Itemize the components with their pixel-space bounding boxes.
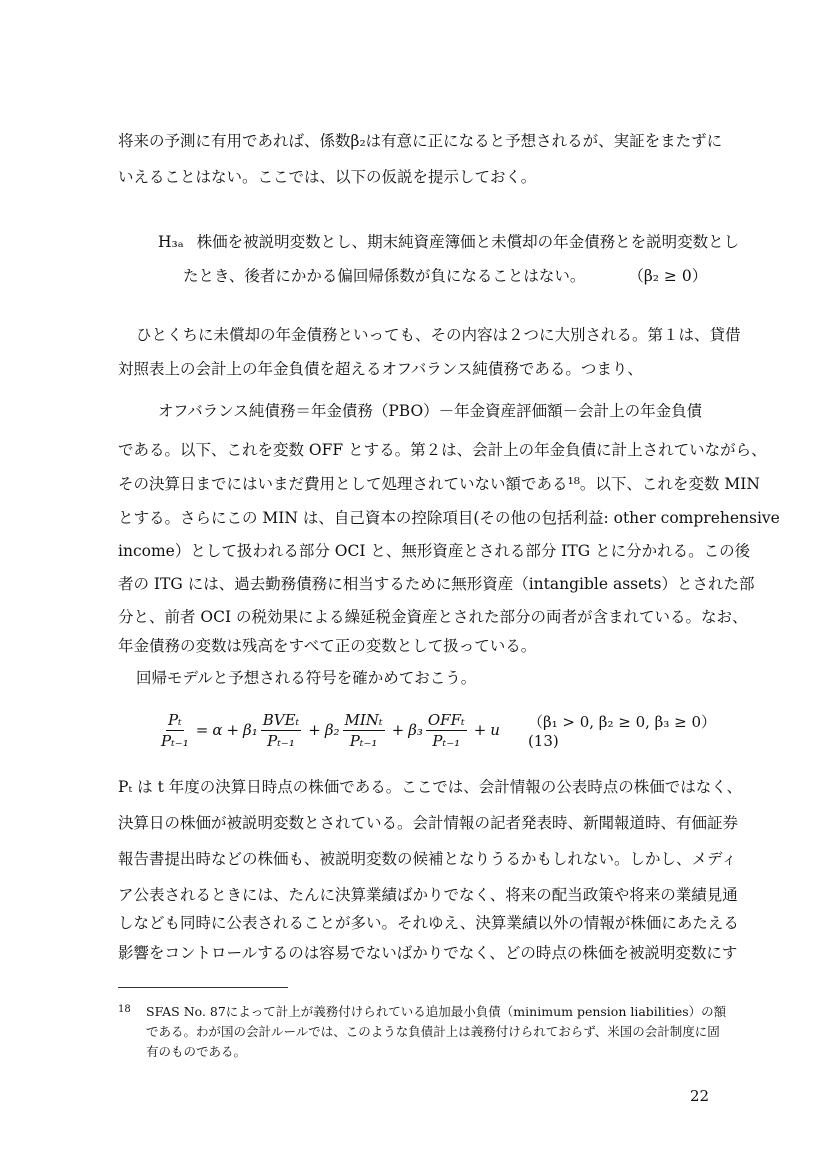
formula-lhs: [161, 711, 189, 750]
formula-min-numerator: MINₜ: [344, 710, 383, 729]
formula-equals: =: [195, 721, 209, 739]
body-p2-line-7: 年金債務の変数は残高をすべて正の変数として扱っている。: [118, 637, 537, 655]
footnote-rule: [118, 987, 288, 988]
body-p2-line-4: income）として扱われる部分 OCI と、無形資産とされる部分 ITG とに分かれる。この後: [118, 542, 751, 560]
footnote-mark: 18: [118, 1004, 131, 1015]
formula-plus-2: +: [308, 721, 321, 739]
formula-bve-denominator: Pₜ₋₁: [267, 731, 295, 750]
formula-off-denominator: Pₜ₋₁: [432, 731, 461, 750]
regression-formula: [158, 705, 718, 755]
intro-line-1: 将来の予測に有用であれば、係数β₂は有意に正になると予想されるが、実証をまたずに: [118, 132, 723, 150]
formula-beta-2: β₂: [324, 721, 340, 739]
formula-plus-1: +: [226, 721, 240, 739]
after-line-4: ア公表されるときには、たんに決算業績ばかりでなく、将来の配当政策や将来の業績見通: [118, 886, 738, 904]
body-p2-line-3: とする。さらにこの MIN は、自己資本の控除項目(その他の包括利益: other comprehensive: [118, 509, 780, 527]
body-p1-line-2: 対照表上の会計上の年金負債を超えるオフバランス純債務である。つまり、: [118, 360, 643, 378]
after-line-5: しなども同時に公表されることが多い。それゆえ、決算業績以外の情報が株価にあたえる: [118, 914, 739, 932]
after-line-6: 影響をコントロールするのは容易でないばかりでなく、どの時点の株価を被説明変数にす: [118, 944, 738, 962]
hypothesis-label: H₃ₐ: [158, 233, 184, 251]
formula-term-off: [426, 711, 467, 750]
hypothesis-text-2: たとき、後者にかかる偏回帰係数が負になることはない。: [183, 267, 586, 285]
hypothesis-text-1: 株価を被説明変数とし、期末純資産簿価と未償却の年金債務とを説明変数とし: [196, 233, 740, 251]
body-p2-line-6: 分と、前者 OCI の税効果による繰延税金資産とされた部分の両者が含まれている。なお、: [118, 608, 748, 626]
formula-min-denominator: Pₜ₋₁: [349, 731, 378, 750]
hypothesis-condition: （β₂ ≥ 0）: [628, 267, 708, 285]
formula-lhs-denominator: Pₜ₋₁: [161, 731, 189, 750]
formula-term-min: [343, 711, 385, 750]
formula-lhs-numerator: Pₜ: [167, 710, 182, 729]
hypothesis-line-1: [158, 232, 739, 252]
formula-bve-numerator: BVEₜ: [262, 710, 300, 729]
formula-plus-3: +: [391, 721, 405, 739]
footnote-line-1: SFAS No. 87によって計上が義務付けられている追加最小負債（minimum pension liabilities）の額: [146, 1004, 727, 1019]
page-number: 22: [690, 1087, 710, 1105]
intro-line-2: いえることはない。ここでは、以下の仮説を提示しておく。: [118, 168, 537, 186]
body-p1-line-1: ひとくちに未償却の年金債務といっても、その内容は２つに大別される。第１は、貸借: [136, 326, 741, 344]
after-line-2: 決算日の株価が被説明変数とされている。会計情報の記者発表時、新聞報道時、有価証券: [118, 814, 739, 832]
body-p2-line-1: である。以下、これを変数 OFF とする。第２は、会計上の年金負債に計上されていながら、: [118, 441, 767, 459]
formula-beta-3: β₃: [408, 721, 423, 739]
definition-line: オフバランス純債務＝年金債務（PBO）－年金資産評価額－会計上の年金負債: [158, 402, 703, 420]
after-line-3: 報告書提出時などの株価も、被説明変数の候補となりうるかもしれない。しかし、メディ: [118, 850, 737, 868]
formula-off-numerator: OFFₜ: [427, 710, 465, 729]
formula-beta-1: β₁: [243, 721, 258, 739]
hypothesis-line-2: [183, 266, 707, 286]
footnote-line-2: である。わが国の会計ルールでは、このような負債計上は義務付けられておらず、米国の会計制度に固: [146, 1024, 720, 1039]
body-p2-line-5: 者の ITG には、過去勤務債務に相当するために無形資産（intangible assets）とされた部: [118, 575, 755, 593]
formula-error-term: u: [490, 721, 500, 739]
body-p3-line-1: 回帰モデルと予想される符号を確かめておこう。: [136, 669, 477, 687]
body-p2-line-2: その決算日までにはいまだ費用として処理されていない額である¹⁸。以下、これを変数 MIN: [118, 475, 760, 493]
formula-alpha: α: [212, 721, 223, 739]
footnote-line-3: 有のものである。: [146, 1044, 247, 1059]
formula-term-bve: [261, 711, 302, 750]
after-line-1: Pₜ は t 年度の決算日時点の株価である。ここでは、会計情報の公表時点の株価ではなく、: [118, 778, 742, 796]
formula-plus-4: +: [473, 721, 487, 739]
formula-condition: （β₁ > 0, β₂ ≥ 0, β₃ ≥ 0）(13): [527, 712, 717, 750]
